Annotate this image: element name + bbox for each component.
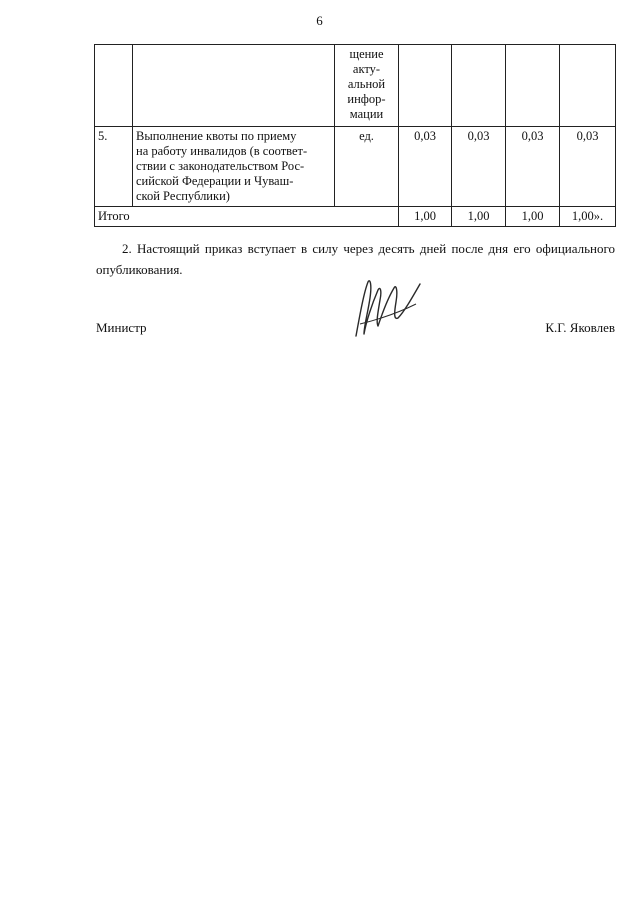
name-line: Выполнение квоты по приему [136, 129, 297, 143]
unit-line: инфор- [347, 92, 386, 106]
order-paragraph: 2. Настоящий приказ вступает в силу через десять дней после дня его официального опубликования. [96, 241, 615, 277]
table-cell-value [560, 45, 616, 127]
table-cell-unit: ед. [335, 127, 399, 207]
signature-block [96, 318, 615, 348]
table-cell-value [506, 45, 560, 127]
unit-line: мации [349, 107, 384, 121]
total-value: 1,00 [452, 207, 506, 227]
total-value: 1,00 [399, 207, 452, 227]
table-cell-value: 0,03 [506, 127, 560, 207]
total-value: 1,00». [560, 207, 616, 227]
table-cell-value: 0,03 [452, 127, 506, 207]
table-row-total [95, 207, 616, 227]
signer-name: К.Г. Яковлев [545, 320, 615, 335]
table-cell-name [133, 127, 335, 207]
unit-line: акту- [352, 62, 381, 76]
table-cell-value [452, 45, 506, 127]
handwritten-signature-icon [346, 274, 426, 344]
name-line: на работу инвалидов (в соответ- [136, 144, 308, 158]
table-cell-value: 0,03 [399, 127, 452, 207]
name-line: ской Республики) [136, 189, 230, 203]
table-cell-value: 0,03 [560, 127, 616, 207]
table-cell-value [399, 45, 452, 127]
table-cell-number [95, 45, 133, 127]
name-line: сийской Федерации и Чуваш- [136, 174, 294, 188]
table-cell-unit [335, 45, 399, 127]
table-cell-number: 5. [95, 127, 133, 207]
name-line: ствии с законодательством Рос- [136, 159, 305, 173]
unit-line: альной [347, 77, 386, 91]
total-label: Итого [95, 207, 399, 227]
total-value: 1,00 [506, 207, 560, 227]
table-row-continued [95, 45, 616, 127]
table-cell-name [133, 45, 335, 127]
unit-line: щение [349, 47, 384, 61]
indicator-table [94, 44, 616, 227]
table-row-5 [95, 127, 616, 207]
signer-title: Министр [96, 320, 147, 335]
page-number: 6 [316, 13, 323, 28]
